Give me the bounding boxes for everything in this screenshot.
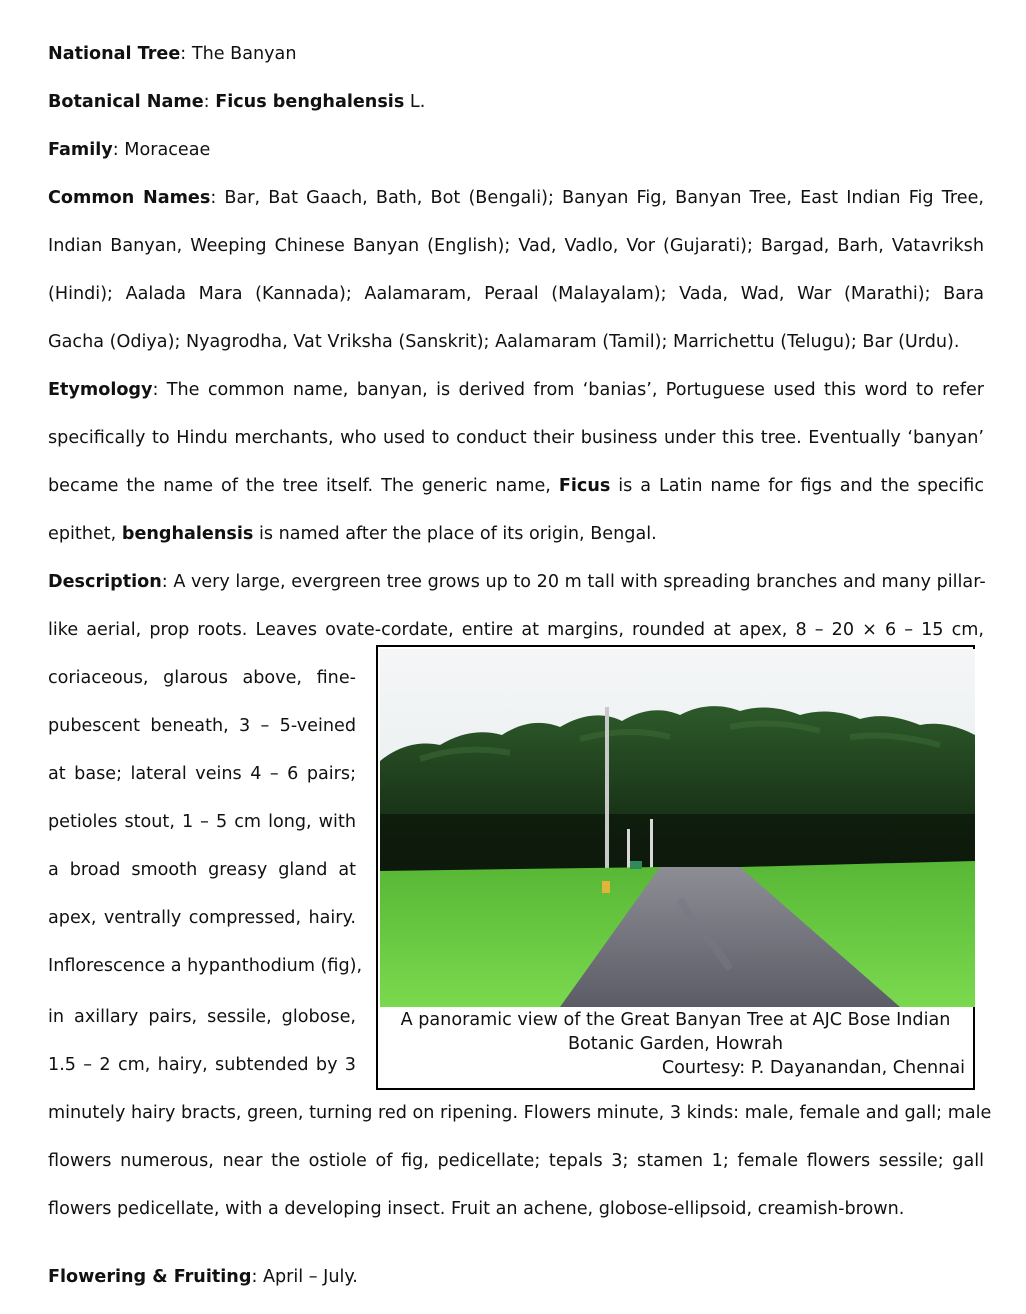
common-names-text-1: : Bar, Bat Gaach, Bath, Bot (Bengali); Banyan Fig, Banyan Tree, East Indian Fig Tree, [210, 188, 984, 208]
description-narrow-line: petioles stout, 1 – 5 cm long, with [48, 812, 356, 832]
description-line-1 [48, 570, 984, 594]
national-tree-value: The Banyan [191, 44, 297, 64]
description-narrow-line: 1.5 – 2 cm, hairy, subtended by 3 [48, 1055, 356, 1075]
family-line: Family: Moraceae [48, 140, 211, 160]
description-narrow-line: apex, ventrally compressed, hairy. [48, 908, 356, 928]
etymology-text-1: : The common name, banyan, is derived from ‘banias’, Portuguese used this word to refer [152, 380, 984, 400]
caption-line-1: A panoramic view of the Great Banyan Tree at AJC Bose Indian [400, 1010, 951, 1030]
figure-box [376, 645, 975, 1090]
national-tree-line: National Tree: The Banyan [48, 44, 297, 64]
etymology-text-4a: epithet, [48, 524, 117, 544]
flowering-value: : April – July. [251, 1267, 358, 1287]
etymology-text-3b: is a Latin name for figs and the specific [618, 476, 984, 496]
family-label: Family [48, 140, 113, 160]
botanical-name-author: L. [409, 92, 426, 112]
etymology-genus: Ficus [558, 476, 611, 496]
botanical-name-label: Botanical Name [48, 92, 204, 112]
national-tree-label: National Tree [48, 44, 181, 64]
description-full-line: minutely hairy bracts, green, turning red on ripening. Flowers minute, 3 kinds: male, female and gall; male [48, 1103, 992, 1123]
banyan-photo [380, 649, 975, 1007]
botanical-name-value: Ficus benghalensis [215, 92, 405, 112]
banyan-photo-image [380, 649, 975, 1007]
caption-line-2: Botanic Garden, Howrah [567, 1034, 784, 1054]
description-narrow-line: pubescent beneath, 3 – 5-veined [48, 716, 356, 736]
etymology-epithet: benghalensis [121, 524, 254, 544]
botanical-name-line: Botanical Name: Ficus benghalensis L. [48, 92, 426, 112]
common-names-line-2: Indian Banyan, Weeping Chinese Banyan (English); Vad, Vadlo, Vor (Gujarati); Bargad, Barh, Vatavriksh [48, 236, 984, 256]
etymology-text-4b: is named after the place of its origin, Bengal. [258, 524, 657, 544]
description-narrow-line: coriaceous, glarous above, fine- [48, 668, 356, 688]
figure-caption [386, 1008, 965, 1080]
description-narrow-line: in axillary pairs, sessile, globose, [48, 1007, 356, 1027]
common-names-label: Common Names [48, 188, 211, 208]
description-narrow-line: Inflorescence a hypanthodium (fig), [48, 956, 363, 976]
description-narrow-line: at base; lateral veins 4 – 6 pairs; [48, 764, 356, 784]
caption-credit: Courtesy: P. Dayanandan, Chennai [661, 1058, 965, 1078]
common-names-line-4: Gacha (Odiya); Nyagrodha, Vat Vriksha (Sanskrit); Aalamaram (Tamil); Marrichettu (Telugu); Bar (Urdu). [48, 332, 960, 352]
description-full-line: flowers pedicellate, with a developing insect. Fruit an achene, globose-ellipsoid, creamish-brown. [48, 1199, 905, 1219]
family-value: Moraceae [124, 140, 211, 160]
etymology-label: Etymology [48, 380, 153, 400]
etymology-line-2: specifically to Hindu merchants, who used to conduct their business under this tree. Eventually ‘banyan’ [48, 428, 984, 448]
description-text-1: : A very large, evergreen tree grows up to 20 m tall with spreading branches and many pillar- [161, 572, 986, 592]
etymology-text-3a: became the name of the tree itself. The generic name, [48, 476, 551, 496]
description-line-2: like aerial, prop roots. Leaves ovate-cordate, entire at margins, rounded at apex, 8 – 20 × 6 – 15 cm, [48, 620, 984, 640]
common-names-line-1 [48, 186, 984, 210]
description-narrow-line: a broad smooth greasy gland at [48, 860, 356, 880]
etymology-line-1 [48, 378, 984, 402]
description-full-line: flowers numerous, near the ostiole of fig, pedicellate; tepals 3; stamen 1; female flowers sessile; gall [48, 1151, 984, 1171]
etymology-line-4 [48, 522, 984, 546]
flowering-label: Flowering & Fruiting [48, 1267, 252, 1287]
flowering-line [48, 1265, 984, 1289]
etymology-line-3 [48, 474, 984, 498]
description-label: Description [48, 572, 162, 592]
common-names-line-3: (Hindi); Aalada Mara (Kannada); Aalamaram, Peraal (Malayalam); Vada, Wad, War (Marathi); Bara [48, 284, 984, 304]
